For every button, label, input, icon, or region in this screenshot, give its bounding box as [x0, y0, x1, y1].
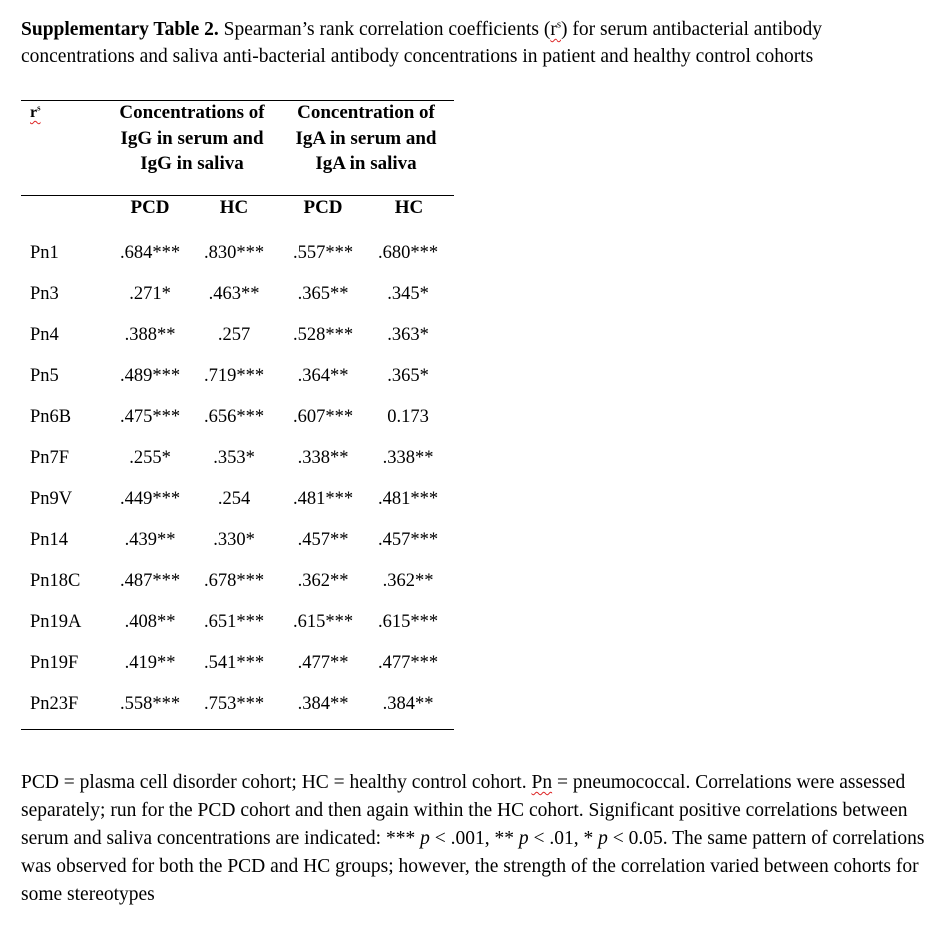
table-cell: .365* — [387, 366, 429, 386]
table-cell: .362** — [297, 571, 349, 591]
caption-label: Supplementary Table 2. — [21, 19, 219, 40]
table-cell: .254 — [217, 489, 251, 509]
caption-rs-sup: s — [556, 18, 561, 31]
table-cell: .330* — [213, 530, 255, 550]
table-cell: .615*** — [292, 612, 354, 632]
row-label: Pn19F — [30, 653, 79, 673]
table-cell: .457*** — [377, 530, 439, 550]
table-cell: .384** — [382, 694, 434, 714]
table-row — [0, 365, 952, 387]
table-cell: .753*** — [203, 694, 265, 714]
table-cell: .388** — [124, 325, 176, 345]
table-cell: .481*** — [292, 489, 354, 509]
table-cell: .615*** — [377, 612, 439, 632]
row-label: Pn19A — [30, 612, 82, 632]
group-header-igg: Concentrations of IgG in serum and IgG in saliva — [119, 102, 265, 174]
footnote-pn-abbrev: Pn — [531, 772, 553, 793]
row-label: Pn18C — [30, 571, 81, 591]
table-cell: .477*** — [377, 653, 439, 673]
table-row — [0, 529, 952, 551]
caption-rs-letter: r — [550, 19, 557, 40]
corner-rs-sup: s — [37, 102, 41, 113]
table-cell: .457** — [297, 530, 349, 550]
table-cell: .408** — [124, 612, 176, 632]
table-bottom-rule — [21, 729, 454, 730]
table-row — [0, 283, 952, 305]
table-cell: .719*** — [203, 366, 265, 386]
table-footnote — [21, 769, 941, 909]
table-cell: .607*** — [292, 407, 354, 427]
subheader-igg-hc: HC — [219, 197, 249, 218]
table-cell: 0.173 — [387, 407, 429, 427]
row-label: Pn7F — [30, 448, 70, 468]
table-cell: .558*** — [119, 694, 181, 714]
table-cell: .481*** — [377, 489, 439, 509]
footnote-p-symbol: p — [598, 828, 608, 849]
row-label: Pn1 — [30, 243, 59, 263]
table-cell: .338** — [382, 448, 434, 468]
table-cell: .528*** — [292, 325, 354, 345]
table-row — [0, 488, 952, 510]
table-row — [0, 611, 952, 633]
table-row — [0, 570, 952, 592]
table-cell: .364** — [297, 366, 349, 386]
row-label: Pn23F — [30, 694, 79, 714]
table-cell: .684*** — [119, 243, 181, 263]
table-cell: .487*** — [119, 571, 181, 591]
table-cell: .475*** — [119, 407, 181, 427]
table-cell: .541*** — [203, 653, 265, 673]
table-cell: .651*** — [203, 612, 265, 632]
table-caption — [21, 16, 921, 70]
table-row — [0, 652, 952, 674]
table-header-rule — [21, 195, 454, 196]
group-header-iga: Concentration of IgA in serum and IgA in saliva — [295, 102, 437, 174]
table-cell: .362** — [382, 571, 434, 591]
table-cell: .678*** — [203, 571, 265, 591]
table-row — [0, 693, 952, 715]
row-label: Pn14 — [30, 530, 69, 550]
caption-text-before: Spearman’s rank correlation coefficients ( — [218, 19, 551, 40]
table-cell: .271* — [129, 284, 171, 304]
table-cell: .255* — [129, 448, 171, 468]
table-corner-rs — [30, 104, 41, 122]
footnote-part4: < .01, * — [528, 828, 599, 849]
table-cell: .557*** — [292, 243, 354, 263]
footnote-part1: PCD = plasma cell disorder cohort; HC = healthy control cohort. — [21, 772, 532, 793]
table-row — [0, 324, 952, 346]
footnote-p-symbol: p — [420, 828, 430, 849]
table-cell: .338** — [297, 448, 349, 468]
table-cell: .257 — [217, 325, 251, 345]
table-cell: .439** — [124, 530, 176, 550]
table-cell: .345* — [387, 284, 429, 304]
footnote-part2: = pneumococcal. Correlations were assessed separately; run for the PCD cohort and then again within the HC cohort. Significant positive correlations between serum and saliva concentrations are indicated: *** — [21, 772, 908, 849]
row-label: Pn6B — [30, 407, 72, 427]
table-cell: .363* — [387, 325, 429, 345]
table-cell: .656*** — [203, 407, 265, 427]
table-cell: .477** — [297, 653, 349, 673]
footnote-part3: < .001, ** — [429, 828, 519, 849]
table-cell: .419** — [124, 653, 176, 673]
table-row — [0, 242, 952, 264]
table-row — [0, 406, 952, 428]
caption-rs-symbol — [550, 19, 561, 40]
table-row — [0, 447, 952, 469]
corner-rs-letter: r — [30, 104, 38, 121]
subheader-igg-pcd: PCD — [130, 197, 170, 218]
table-cell: .489*** — [119, 366, 181, 386]
row-label: Pn5 — [30, 366, 59, 386]
table-cell: .353* — [213, 448, 255, 468]
table-cell: .830*** — [203, 243, 265, 263]
table-cell: .463** — [208, 284, 260, 304]
subheader-iga-pcd: PCD — [303, 197, 343, 218]
subheader-iga-hc: HC — [394, 197, 424, 218]
row-label: Pn9V — [30, 489, 73, 509]
footnote-p-symbol: p — [518, 828, 529, 849]
table-cell: .449*** — [119, 489, 181, 509]
row-label: Pn3 — [30, 284, 59, 304]
caption-text-after: ) for serum antibacterial antibody concentrations and saliva anti-bacterial antibody concentrations in patient and healthy control cohorts — [21, 19, 822, 67]
footnote-part5: < 0.05. The same pattern of correlations was observed for both the PCD and HC groups; however, the strength of the correlation varied between cohorts for some stereotypes — [21, 828, 925, 905]
row-label: Pn4 — [30, 325, 59, 345]
table-cell: .384** — [297, 694, 349, 714]
table-cell: .680*** — [377, 243, 439, 263]
table-cell: .365** — [297, 284, 349, 304]
